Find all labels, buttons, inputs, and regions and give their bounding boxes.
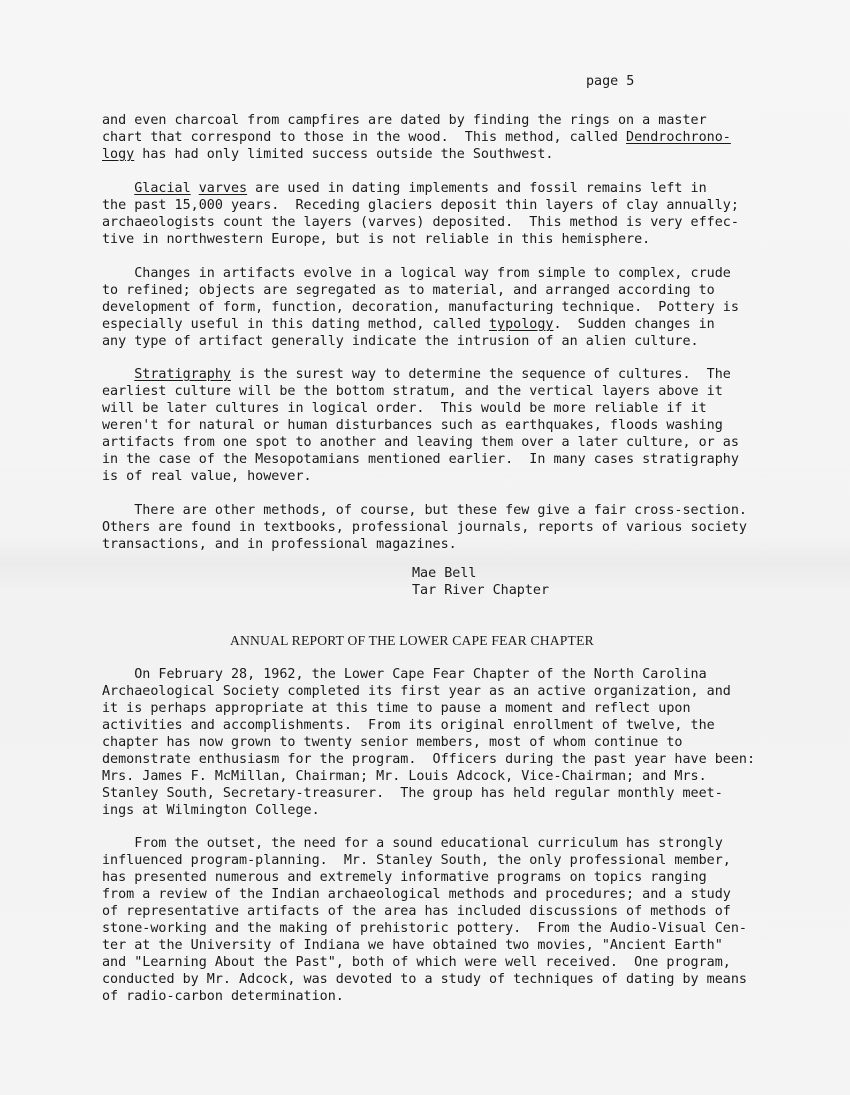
text-line: [102, 316, 739, 333]
text-segment: [191, 181, 199, 196]
page-number: page 5: [586, 74, 635, 89]
underlined-term: varves: [198, 181, 248, 196]
text-line: [102, 451, 739, 468]
text-segment: There are other methods, of course, but these few give a fair cross-section.: [102, 503, 747, 518]
text-segment: of representative artifacts of the area has included discussions of methods of: [102, 904, 731, 919]
text-line: [102, 333, 739, 350]
text-line: [102, 971, 747, 988]
paragraph-annual-report-intro: [102, 666, 755, 819]
text-segment: the past 15,000 years. Receding glaciers deposit thin layers of clay annually;: [102, 198, 739, 213]
text-segment: demonstrate enthusiasm for the program. Officers during the past year have been:: [102, 752, 756, 767]
text-segment: weren't for natural or human disturbances such as earthquakes, floods washing: [102, 418, 723, 433]
text-segment: are used in dating implements and fossil remains left in: [247, 181, 707, 196]
text-line: [102, 417, 739, 434]
text-line: [102, 112, 731, 129]
text-line: [102, 835, 747, 852]
text-segment: . Sudden changes in: [553, 317, 715, 332]
text-segment: influenced program-planning. Mr. Stanley South, the only professional member,: [102, 853, 731, 868]
text-segment: development of form, function, decoration, manufacturing technique. Pottery is: [102, 300, 739, 315]
paragraph-stratigraphy: [102, 366, 739, 485]
paragraph-program-planning: [102, 835, 747, 1005]
text-segment: chapter has now grown to twenty senior members, most of whom continue to: [102, 735, 683, 750]
text-segment: it is perhaps appropriate at this time to pause a moment and reflect upon: [102, 701, 691, 716]
text-line: [102, 734, 755, 751]
text-segment: From the outset, the need for a sound educational curriculum has strongly: [102, 836, 723, 851]
text-segment: ings at Wilmington College.: [102, 803, 320, 818]
text-line: [102, 700, 755, 717]
text-line: [102, 751, 755, 768]
text-line: [102, 400, 739, 417]
text-segment: activities and accomplishments. From its original enrollment of twelve, the: [102, 718, 715, 733]
text-line: [102, 265, 739, 282]
text-segment: to refined; objects are segregated as to material, and arranged according to: [102, 283, 715, 298]
text-line: [102, 146, 731, 163]
text-line: [102, 129, 731, 146]
text-segment: archaeologists count the layers (varves) deposited. This method is very effec-: [102, 215, 739, 230]
text-line: [102, 954, 747, 971]
text-segment: in the case of the Mesopotamians mentioned earlier. In many cases stratigraphy: [102, 452, 739, 467]
text-line: [102, 502, 747, 519]
text-segment: of radio-carbon determination.: [102, 989, 344, 1004]
text-line: [102, 869, 747, 886]
text-line: [102, 536, 747, 553]
text-line: [102, 920, 747, 937]
text-segment: especially useful in this dating method, called: [102, 317, 489, 332]
report-title: ANNUAL REPORT OF THE LOWER CAPE FEAR CHAPTER: [230, 633, 594, 648]
text-line: [102, 282, 739, 299]
paragraph-typology: [102, 265, 739, 350]
text-line: [102, 988, 747, 1005]
text-segment: Others are found in textbooks, professional journals, reports of various society: [102, 520, 747, 535]
text-segment: and "Learning About the Past", both of which were well received. One program,: [102, 955, 731, 970]
paragraph-other-methods: [102, 502, 747, 553]
text-line: [102, 666, 755, 683]
paragraph-dendrochronology: [102, 112, 731, 163]
text-segment: On February 28, 1962, the Lower Cape Fear Chapter of the North Carolina: [102, 667, 707, 682]
text-segment: Mrs. James F. McMillan, Chairman; Mr. Louis Adcock, Vice-Chairman; and Mrs.: [102, 769, 707, 784]
text-segment: is of real value, however.: [102, 469, 312, 484]
text-segment: Archaeological Society completed its first year as an active organization, and: [102, 684, 731, 699]
text-line: [102, 197, 739, 214]
text-segment: tive in northwestern Europe, but is not reliable in this hemisphere.: [102, 232, 651, 247]
signature-chapter: Tar River Chapter: [412, 583, 550, 598]
text-line: [102, 785, 755, 802]
text-segment: stone-working and the making of prehistoric pottery. From the Audio-Visual Cen-: [102, 921, 747, 936]
text-segment: Changes in artifacts evolve in a logical way from simple to complex, crude: [102, 266, 731, 281]
text-segment: [102, 367, 134, 382]
text-line: [102, 903, 747, 920]
text-line: [102, 717, 755, 734]
text-segment: earliest culture will be the bottom stratum, and the vertical layers above it: [102, 384, 723, 399]
text-line: [102, 299, 739, 316]
text-segment: any type of artifact generally indicate the intrusion of an alien culture.: [102, 334, 699, 349]
underlined-term: Stratigraphy: [134, 367, 231, 382]
signature-block: [412, 565, 549, 599]
text-line: [102, 802, 755, 819]
text-line: [102, 937, 747, 954]
underlined-term: Dendrochrono-: [626, 130, 731, 145]
text-segment: Stanley South, Secretary-treasurer. The group has held regular monthly meet-: [102, 786, 723, 801]
text-line: [102, 214, 739, 231]
text-line: [102, 383, 739, 400]
text-line: [102, 434, 739, 451]
underlined-term: Glacial: [134, 181, 191, 196]
text-line: [102, 366, 739, 383]
underlined-term: logy: [102, 147, 135, 162]
text-segment: and even charcoal from campfires are dated by finding the rings on a master: [102, 113, 707, 128]
underlined-term: typology: [488, 317, 554, 332]
text-line: [102, 231, 739, 248]
text-segment: is the surest way to determine the sequence of cultures. The: [231, 367, 731, 382]
text-segment: artifacts from one spot to another and leaving them over a later culture, or as: [102, 435, 739, 450]
text-line: [102, 519, 747, 536]
text-line: [102, 468, 739, 485]
paragraph-glacial-varves: [102, 180, 739, 248]
text-line: [102, 852, 747, 869]
text-line: [102, 768, 755, 785]
text-line: [102, 683, 755, 700]
text-segment: has presented numerous and extremely informative programs on topics ranging: [102, 870, 707, 885]
text-segment: from a review of the Indian archaeological methods and procedures; and a study: [102, 887, 731, 902]
text-segment: will be later cultures in logical order. This would be more reliable if it: [102, 401, 707, 416]
text-line: [102, 180, 739, 197]
text-line: [102, 886, 747, 903]
text-segment: [102, 181, 134, 196]
signature-name: Mae Bell: [412, 566, 477, 581]
text-segment: transactions, and in professional magazines.: [102, 537, 457, 552]
text-segment: chart that correspond to those in the wood. This method, called: [102, 130, 627, 145]
text-segment: ter at the University of Indiana we have obtained two movies, "Ancient Earth": [102, 938, 723, 953]
text-segment: conducted by Mr. Adcock, was devoted to a study of techniques of dating by means: [102, 972, 747, 987]
text-segment: has had only limited success outside the Southwest.: [134, 147, 554, 162]
